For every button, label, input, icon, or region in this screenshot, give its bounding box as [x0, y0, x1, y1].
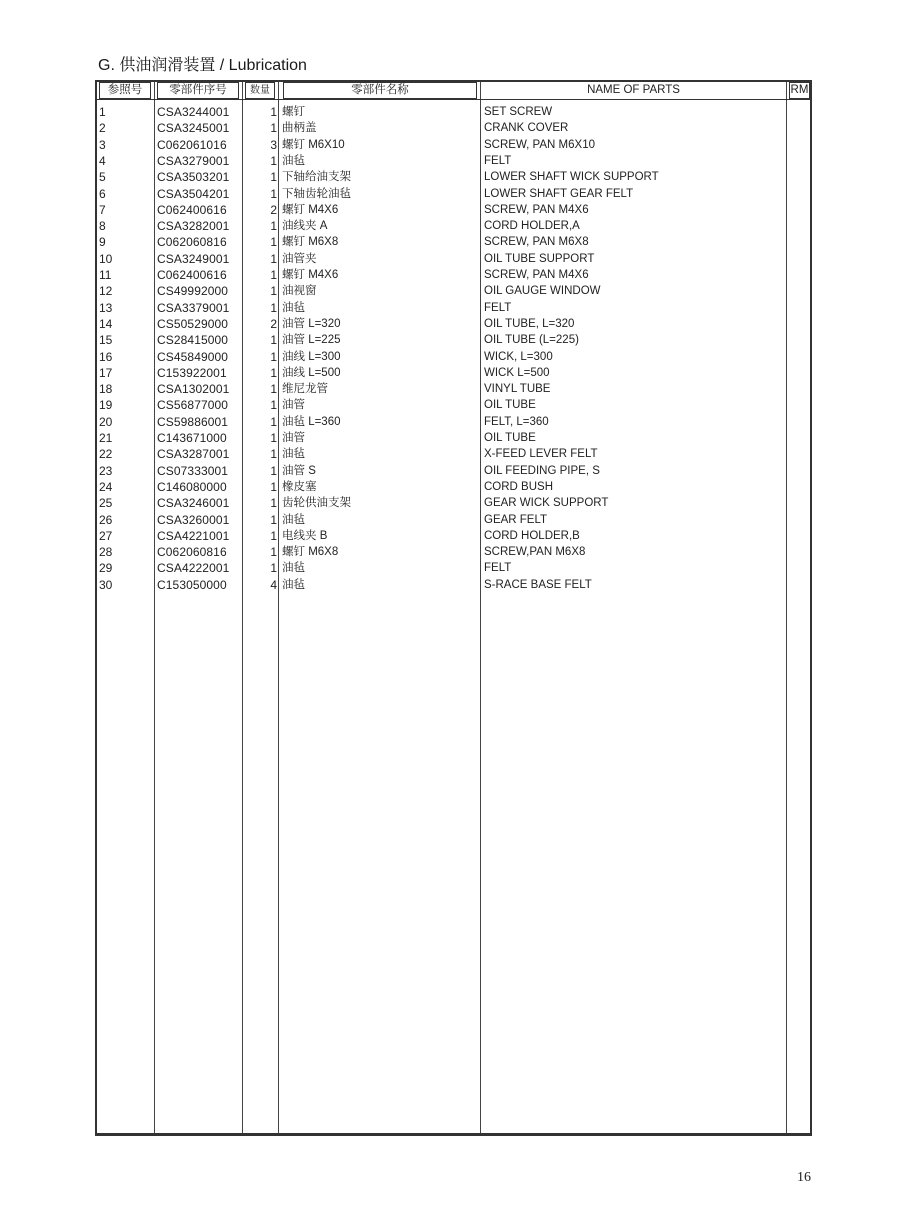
en-name-cell: CORD HOLDER,B — [484, 529, 580, 542]
table-row — [97, 251, 810, 267]
table-header — [97, 82, 810, 100]
page-number: 16 — [797, 1170, 811, 1185]
qty-cell: 1 — [270, 219, 277, 234]
cn-name-cell: 油管 L=225 — [282, 334, 341, 347]
cn-name-cell: 油线夹 A — [282, 220, 328, 233]
code-cell: C143671000 — [157, 431, 227, 445]
table-row — [97, 463, 810, 479]
ref-cell: 8 — [99, 219, 106, 234]
table-row — [97, 414, 810, 430]
qty-cell: 1 — [270, 121, 277, 136]
cn-name-cell: 下轴给油支架 — [282, 171, 351, 184]
header-qty: 数量 — [245, 82, 275, 99]
table-row — [97, 512, 810, 528]
en-name-cell: SET SCREW — [484, 106, 553, 118]
ref-cell: 30 — [99, 577, 113, 592]
qty-cell: 1 — [270, 349, 277, 364]
ref-cell: 21 — [99, 431, 113, 445]
qty-cell: 1 — [270, 382, 277, 397]
en-name-cell: FELT — [484, 301, 512, 314]
qty-cell: 1 — [270, 284, 277, 299]
cn-name-cell: 油毡 — [282, 578, 305, 591]
ref-cell: 14 — [99, 316, 113, 331]
en-name-cell: FELT, L=360 — [484, 415, 549, 428]
header-cn-name: 零部件名称 — [283, 82, 477, 99]
ref-cell: 17 — [99, 365, 113, 380]
qty-cell: 1 — [270, 496, 277, 511]
code-cell: CS50529000 — [157, 316, 229, 331]
table-row — [97, 560, 810, 576]
ref-cell: 22 — [99, 447, 113, 462]
cn-name-cell: 螺钉 — [282, 106, 305, 118]
ref-cell: 1 — [99, 105, 106, 119]
ref-cell: 29 — [99, 561, 113, 576]
table-row — [97, 218, 810, 234]
qty-cell: 1 — [270, 398, 277, 413]
en-name-cell: SCREW, PAN M6X10 — [484, 138, 595, 151]
qty-cell: 1 — [270, 251, 277, 266]
en-name-cell: VINYL TUBE — [484, 383, 551, 396]
qty-cell: 1 — [270, 268, 277, 282]
ref-cell: 24 — [99, 479, 113, 494]
qty-cell: 1 — [270, 545, 277, 560]
code-cell: CS49992000 — [157, 284, 229, 299]
table-row — [97, 381, 810, 397]
cn-name-cell: 油视窗 — [282, 285, 317, 298]
ref-cell: 28 — [99, 545, 113, 560]
code-cell: CSA1302001 — [157, 382, 230, 397]
qty-cell: 2 — [270, 202, 277, 217]
code-cell: CSA3260001 — [157, 512, 230, 527]
ref-cell: 23 — [99, 463, 113, 478]
ref-cell: 6 — [99, 186, 106, 201]
cn-name-cell: 油毡 L=360 — [282, 415, 341, 428]
cn-name-cell: 油毡 — [282, 154, 305, 167]
cn-name-cell: 橡皮塞 — [282, 480, 317, 493]
ref-cell: 9 — [99, 235, 106, 250]
code-cell: CS59886001 — [157, 414, 229, 429]
ref-cell: 27 — [99, 528, 113, 543]
parts-table — [95, 80, 812, 1136]
en-name-cell: CORD HOLDER,A — [484, 220, 580, 233]
en-name-cell: OIL TUBE — [484, 399, 536, 412]
en-name-cell: CORD BUSH — [484, 480, 554, 493]
code-cell: CSA3287001 — [157, 447, 230, 462]
en-name-cell: X-FEED LEVER FELT — [484, 448, 598, 461]
ref-cell: 18 — [99, 382, 113, 397]
code-cell: CSA3282001 — [157, 219, 230, 234]
code-cell: CSA3503201 — [157, 170, 230, 185]
ref-cell: 7 — [99, 202, 106, 217]
en-name-cell: OIL TUBE — [484, 432, 536, 444]
code-cell: CSA3245001 — [157, 121, 230, 136]
qty-cell: 1 — [270, 105, 277, 119]
en-name-cell: WICK L=500 — [484, 366, 550, 379]
code-cell: C146080000 — [157, 479, 227, 494]
code-cell: CSA4221001 — [157, 528, 230, 543]
ref-cell: 12 — [99, 284, 113, 299]
page-title: G. 供油润滑装置 / Lubrication — [98, 57, 307, 74]
en-name-cell: FELT — [484, 154, 512, 167]
qty-cell: 1 — [270, 479, 277, 494]
en-name-cell: GEAR FELT — [484, 513, 548, 526]
qty-cell: 1 — [270, 512, 277, 527]
table-row — [97, 528, 810, 544]
cn-name-cell: 油管 S — [282, 464, 316, 477]
table-row — [97, 495, 810, 511]
code-cell: CS28415000 — [157, 333, 229, 348]
table-row — [97, 397, 810, 413]
qty-cell: 2 — [270, 316, 277, 331]
cn-name-cell: 曲柄盖 — [282, 122, 317, 135]
cn-name-cell: 维尼龙管 — [282, 383, 328, 396]
table-row — [97, 234, 810, 250]
table-row — [97, 316, 810, 332]
ref-cell: 26 — [99, 512, 113, 527]
en-name-cell: S-RACE BASE FELT — [484, 578, 592, 591]
cn-name-cell: 油管夹 — [282, 252, 317, 265]
qty-cell: 1 — [270, 528, 277, 543]
en-name-cell: OIL TUBE, L=320 — [484, 317, 575, 330]
code-cell: CSA4222001 — [157, 561, 230, 576]
table-row — [97, 349, 810, 365]
en-name-cell: LOWER SHAFT WICK SUPPORT — [484, 171, 659, 184]
ref-cell: 11 — [99, 268, 112, 282]
table-row — [97, 446, 810, 462]
ref-cell: 15 — [99, 333, 113, 348]
table-row — [97, 332, 810, 348]
table-row — [97, 137, 810, 153]
en-name-cell: GEAR WICK SUPPORT — [484, 497, 609, 510]
cn-name-cell: 油线 L=300 — [282, 350, 341, 363]
ref-cell: 19 — [99, 398, 113, 413]
qty-cell: 1 — [270, 365, 277, 380]
table-row — [97, 479, 810, 495]
header-en-name: NAME OF PARTS — [587, 84, 680, 96]
code-cell: CSA3244001 — [157, 105, 230, 119]
ref-cell: 13 — [99, 300, 113, 315]
en-name-cell: CRANK COVER — [484, 122, 569, 135]
code-cell: CS56877000 — [157, 398, 229, 413]
en-name-cell: OIL FEEDING PIPE, S — [484, 464, 600, 477]
code-cell: C062400616 — [157, 268, 227, 282]
qty-cell: 1 — [270, 235, 277, 250]
header-ref: 参照号 — [99, 82, 151, 99]
cn-name-cell: 油毡 — [282, 513, 305, 526]
code-cell: C153050000 — [157, 577, 227, 592]
cn-name-cell: 油管 — [282, 432, 305, 444]
cn-name-cell: 油毡 — [282, 301, 305, 314]
code-cell: CS07333001 — [157, 463, 229, 478]
cn-name-cell: 油线 L=500 — [282, 366, 341, 379]
en-name-cell: SCREW, PAN M4X6 — [484, 203, 589, 216]
en-name-cell: OIL TUBE SUPPORT — [484, 252, 595, 265]
en-name-cell: LOWER SHAFT GEAR FELT — [484, 187, 634, 200]
code-cell: CSA3246001 — [157, 496, 230, 511]
qty-cell: 1 — [270, 463, 277, 478]
ref-cell: 5 — [99, 170, 106, 185]
header-code: 零部件序号 — [157, 82, 239, 99]
code-cell: C062060816 — [157, 235, 227, 250]
cn-name-cell: 油管 L=320 — [282, 317, 341, 330]
cn-name-cell: 齿轮供油支架 — [282, 497, 351, 510]
cn-name-cell: 油毡 — [282, 448, 305, 461]
table-row — [97, 544, 810, 560]
cn-name-cell: 螺钉 M4X6 — [282, 269, 339, 281]
cn-name-cell: 螺钉 M6X8 — [282, 546, 339, 559]
table-row — [97, 186, 810, 202]
en-name-cell: SCREW,PAN M6X8 — [484, 546, 586, 559]
qty-cell: 1 — [270, 300, 277, 315]
table-row — [97, 169, 810, 185]
code-cell: CSA3279001 — [157, 153, 230, 168]
qty-cell: 1 — [270, 170, 277, 185]
table-row — [97, 577, 810, 593]
en-name-cell: FELT — [484, 562, 512, 575]
code-cell: CS45849000 — [157, 349, 229, 364]
qty-cell: 1 — [270, 414, 277, 429]
ref-cell: 16 — [99, 349, 113, 364]
table-row — [97, 430, 810, 446]
ref-cell: 20 — [99, 414, 113, 429]
qty-cell: 1 — [270, 447, 277, 462]
table-row — [97, 300, 810, 316]
qty-cell: 1 — [270, 153, 277, 168]
table-row — [97, 104, 810, 120]
qty-cell: 1 — [270, 333, 277, 348]
ref-cell: 10 — [99, 251, 113, 266]
qty-cell: 1 — [270, 561, 277, 576]
table-row — [97, 153, 810, 169]
code-cell: C062400616 — [157, 202, 227, 217]
cn-name-cell: 油毡 — [282, 562, 305, 575]
en-name-cell: SCREW, PAN M6X8 — [484, 236, 589, 249]
en-name-cell: OIL GAUGE WINDOW — [484, 285, 601, 298]
code-cell: C062061016 — [157, 137, 227, 152]
code-cell: CSA3249001 — [157, 251, 230, 266]
code-cell: C062060816 — [157, 545, 227, 560]
table-row — [97, 283, 810, 299]
table-row — [97, 365, 810, 381]
ref-cell: 3 — [99, 137, 106, 152]
en-name-cell: OIL TUBE (L=225) — [484, 334, 579, 347]
qty-cell: 1 — [270, 186, 277, 201]
qty-cell: 3 — [270, 137, 277, 152]
code-cell: C153922001 — [157, 365, 227, 380]
code-cell: CSA3379001 — [157, 300, 230, 315]
cn-name-cell: 螺钉 M6X8 — [282, 236, 339, 249]
qty-cell: 1 — [270, 431, 277, 445]
cn-name-cell: 油管 — [282, 399, 305, 412]
table-row — [97, 202, 810, 218]
header-rm: RM — [789, 82, 810, 99]
cn-name-cell: 下轴齿轮油毡 — [282, 187, 351, 200]
ref-cell: 4 — [99, 153, 106, 168]
cn-name-cell: 电线夹 B — [282, 529, 328, 542]
table-row — [97, 120, 810, 136]
table-row — [97, 267, 810, 283]
qty-cell: 4 — [270, 577, 277, 592]
ref-cell: 2 — [99, 121, 106, 136]
cn-name-cell: 螺钉 M6X10 — [282, 138, 345, 151]
en-name-cell: WICK, L=300 — [484, 350, 553, 363]
code-cell: CSA3504201 — [157, 186, 230, 201]
ref-cell: 25 — [99, 496, 113, 511]
cn-name-cell: 螺钉 M4X6 — [282, 203, 339, 216]
en-name-cell: SCREW, PAN M4X6 — [484, 269, 589, 281]
